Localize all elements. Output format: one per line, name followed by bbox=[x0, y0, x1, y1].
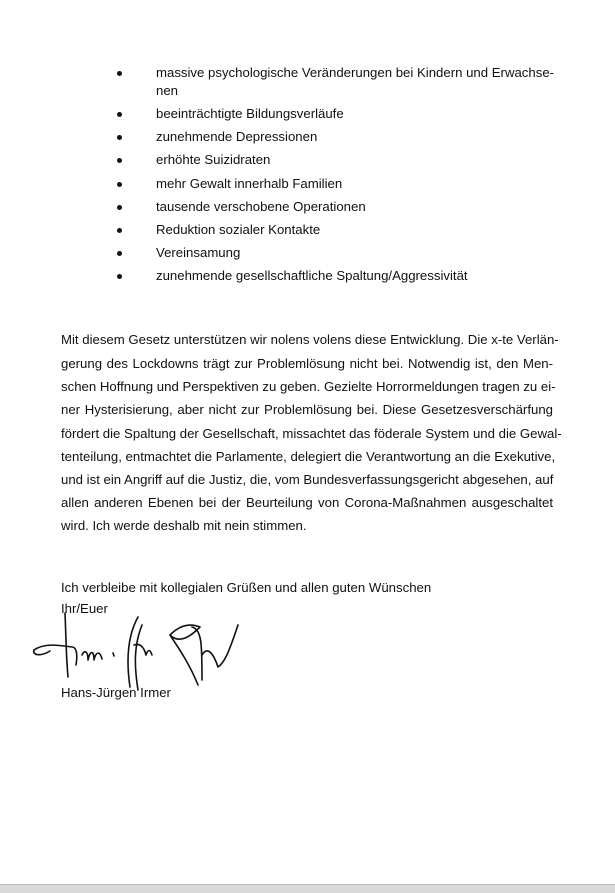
paragraph-line: tenteilung, entmachtet die Parlamente, delegiert die Verantwortung an die Exekutive, bbox=[61, 449, 556, 464]
list-item-text: zunehmende gesellschaftliche Spaltung/Aggressivität bbox=[156, 268, 468, 283]
bullet-icon bbox=[117, 228, 122, 233]
paragraph-line: fördert die Spaltung der Gesellschaft, missachtet das föderale System und die Gewal- bbox=[61, 426, 562, 441]
paragraph-line: und ist ein Angriff auf die Justiz, die, vom Bundesverfassungsgericht abgesehen, auf bbox=[61, 472, 554, 487]
list-item-text: erhöhte Suizidraten bbox=[156, 152, 271, 167]
bullet-icon bbox=[117, 112, 122, 117]
bullet-icon bbox=[117, 274, 122, 279]
salutation: Ihr/Euer bbox=[61, 601, 108, 616]
bullet-icon bbox=[117, 158, 122, 163]
bullet-icon bbox=[117, 135, 122, 140]
list-item-text: nen bbox=[156, 83, 179, 98]
bullet-icon bbox=[117, 71, 122, 76]
list-item-text: beeinträchtigte Bildungsverläufe bbox=[156, 106, 344, 121]
paragraph-line: allen anderen Ebenen bei der Beurteilung von Corona-Maßnahmen ausgeschaltet bbox=[61, 495, 553, 510]
bullet-icon bbox=[117, 182, 122, 187]
list-item-text: mehr Gewalt innerhalb Familien bbox=[156, 176, 343, 191]
list-item-text: massive psychologische Veränderungen bei Kindern und Erwachse- bbox=[156, 65, 555, 80]
list-item-text: Vereinsamung bbox=[156, 245, 241, 260]
handwritten-signature bbox=[30, 605, 250, 695]
paragraph-line: Mit diesem Gesetz unterstützen wir nolens volens diese Entwicklung. Die x-te Verlän- bbox=[61, 332, 559, 347]
paragraph-line: wird. Ich werde deshalb mit nein stimmen. bbox=[61, 518, 307, 533]
list-item-text: zunehmende Depressionen bbox=[156, 129, 318, 144]
signer-name: Hans-Jürgen Irmer bbox=[61, 685, 171, 700]
list-item-text: Reduktion sozialer Kontakte bbox=[156, 222, 321, 237]
paragraph-line: schen Hoffnung und Perspektiven zu geben. Gezielte Horrormeldungen tragen zu ei- bbox=[61, 379, 556, 394]
closing-line: Ich verbleibe mit kollegialen Grüßen und allen guten Wünschen bbox=[61, 580, 432, 595]
list-item-text: tausende verschobene Operationen bbox=[156, 199, 366, 214]
bullet-icon bbox=[117, 251, 122, 256]
paragraph-line: gerung des Lockdowns trägt zur Problemlösung nicht bei. Notwendig ist, den Men- bbox=[61, 356, 553, 371]
paragraph-line: ner Hysterisierung, aber nicht zur Problemlösung bei. Diese Gesetzesverschärfung bbox=[61, 402, 553, 417]
bullet-icon bbox=[117, 205, 122, 210]
